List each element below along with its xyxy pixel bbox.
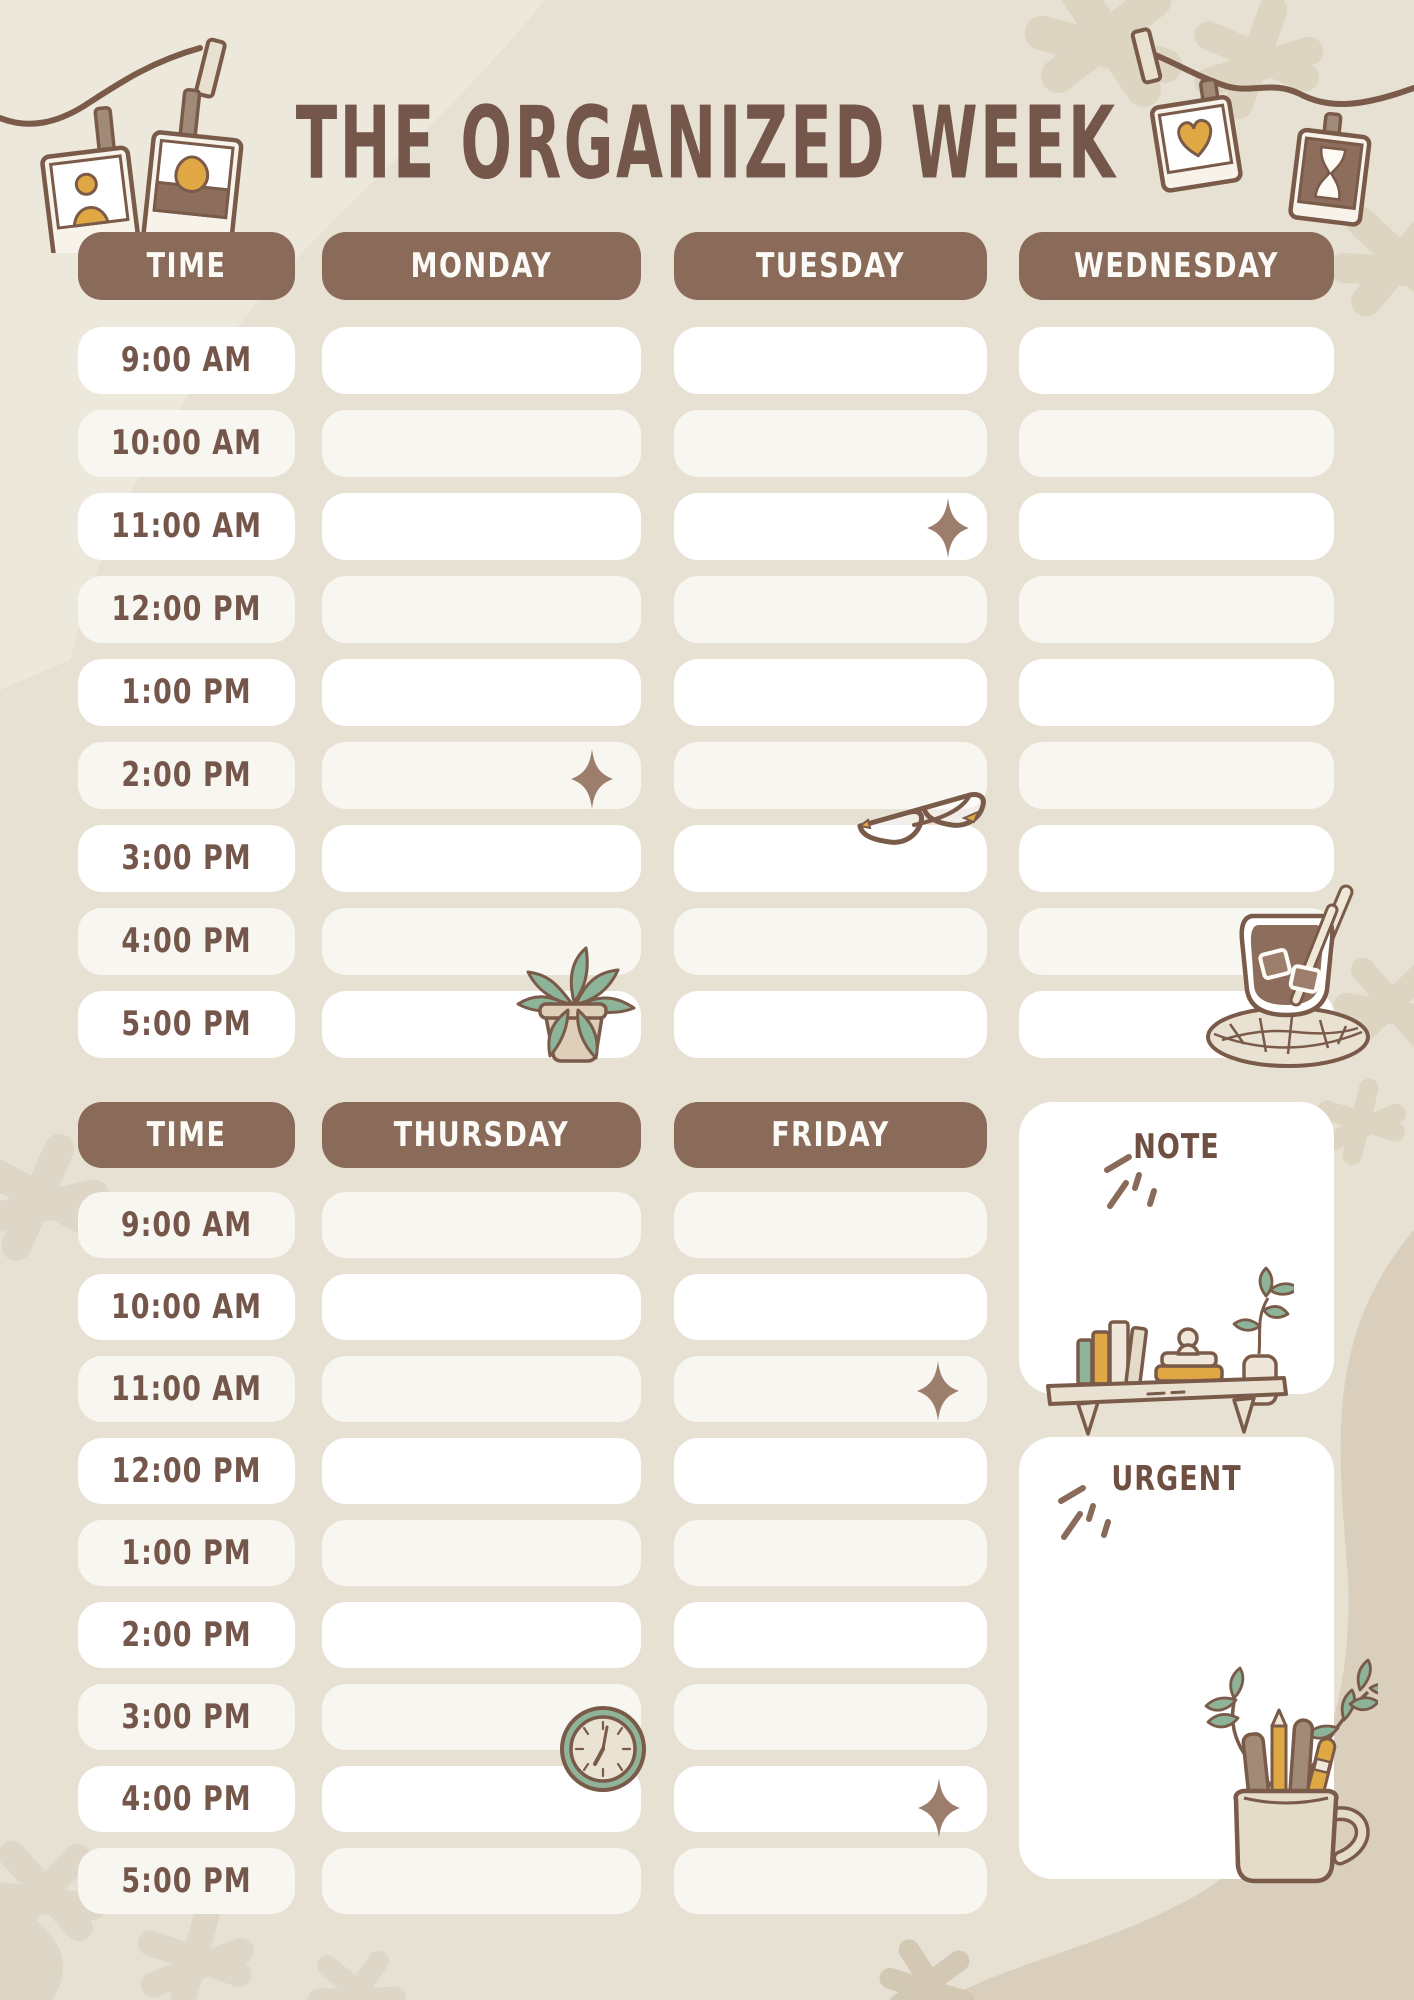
column-header-label: WEDNESDAY <box>1074 246 1279 286</box>
slot-thursday-6[interactable] <box>322 1602 641 1668</box>
schedule-row <box>78 1192 987 1258</box>
slot-friday-2[interactable] <box>674 1274 987 1340</box>
slot-monday-4[interactable] <box>322 576 641 643</box>
column-header-label: THURSDAY <box>393 1115 570 1155</box>
sparkle-icon <box>917 1777 961 1839</box>
schedule-row <box>78 1274 987 1340</box>
column-header-thursday <box>322 1102 641 1168</box>
slot-wednesday-5[interactable] <box>1019 659 1334 726</box>
sparkle-icon <box>570 748 614 810</box>
schedule-row <box>78 576 1334 643</box>
slot-wednesday-1[interactable] <box>1019 327 1334 394</box>
schedule-row <box>78 410 1334 477</box>
time-cell <box>78 908 295 975</box>
note-panel-label: NOTE <box>1133 1128 1220 1167</box>
burst-icon <box>1053 1481 1119 1547</box>
slot-tuesday-1[interactable] <box>674 327 987 394</box>
slot-tuesday-4[interactable] <box>674 576 987 643</box>
time-label: 11:00 AM <box>110 507 263 546</box>
book-shelf-icon <box>1038 1248 1294 1436</box>
slot-tuesday-5[interactable] <box>674 659 987 726</box>
schedule-row <box>78 742 1334 809</box>
column-header-label: TIME <box>146 1115 227 1155</box>
slot-thursday-3[interactable] <box>322 1356 641 1422</box>
time-cell <box>78 1684 295 1750</box>
slot-thursday-5[interactable] <box>322 1520 641 1586</box>
schedule-row <box>78 1356 987 1422</box>
schedule-row <box>78 908 1334 975</box>
time-cell <box>78 1520 295 1586</box>
slot-tuesday-8[interactable] <box>674 908 987 975</box>
page-title-text: THE ORGANIZED WEEK <box>296 84 1118 202</box>
column-header-label: TIME <box>146 246 227 286</box>
slot-monday-7[interactable] <box>322 825 641 892</box>
schedule-row <box>78 1766 987 1832</box>
wall-clock-icon <box>558 1704 648 1794</box>
time-cell <box>78 1356 295 1422</box>
slot-monday-5[interactable] <box>322 659 641 726</box>
slot-thursday-1[interactable] <box>322 1192 641 1258</box>
slot-wednesday-4[interactable] <box>1019 576 1334 643</box>
slot-thursday-9[interactable] <box>322 1848 641 1914</box>
time-cell <box>78 1766 295 1832</box>
urgent-panel-label: URGENT <box>1111 1460 1242 1499</box>
schedule-row <box>78 825 1334 892</box>
time-label: 12:00 PM <box>111 590 262 629</box>
header-row <box>78 232 1334 300</box>
time-label: 9:00 AM <box>120 1205 253 1245</box>
page-title <box>0 84 1414 202</box>
schedule-row <box>78 1684 987 1750</box>
slot-monday-1[interactable] <box>322 327 641 394</box>
sparkle-icon <box>916 1360 960 1422</box>
time-label: 5:00 PM <box>121 1861 252 1901</box>
time-label: 2:00 PM <box>121 756 252 795</box>
slot-friday-1[interactable] <box>674 1192 987 1258</box>
pencil-mug-icon <box>1188 1628 1378 1890</box>
slot-thursday-4[interactable] <box>322 1438 641 1504</box>
slot-friday-5[interactable] <box>674 1520 987 1586</box>
time-cell <box>78 410 295 477</box>
time-label: 5:00 PM <box>121 1005 252 1044</box>
time-cell <box>78 493 295 560</box>
schedule-row <box>78 327 1334 394</box>
time-cell <box>78 991 295 1058</box>
schedule-row <box>78 1438 987 1504</box>
time-label: 4:00 PM <box>121 1779 252 1819</box>
time-cell <box>78 576 295 643</box>
time-cell <box>78 1848 295 1914</box>
slot-wednesday-6[interactable] <box>1019 742 1334 809</box>
time-label: 3:00 PM <box>121 839 252 878</box>
schedule-row <box>78 659 1334 726</box>
column-header-time <box>78 232 295 300</box>
time-label: 10:00 AM <box>110 424 263 463</box>
schedule-row <box>78 991 1334 1058</box>
slot-monday-3[interactable] <box>322 493 641 560</box>
time-label: 1:00 PM <box>121 673 252 712</box>
time-cell <box>78 1274 295 1340</box>
slot-monday-2[interactable] <box>322 410 641 477</box>
schedule-row <box>78 493 1334 560</box>
schedule-row <box>78 1520 987 1586</box>
week-table-mon-wed <box>78 232 1334 1074</box>
time-cell <box>78 327 295 394</box>
slot-friday-6[interactable] <box>674 1602 987 1668</box>
column-header-monday <box>322 232 641 300</box>
slot-friday-9[interactable] <box>674 1848 987 1914</box>
time-cell <box>78 742 295 809</box>
schedule-rows <box>78 327 1334 1058</box>
schedule-row <box>78 1848 987 1914</box>
time-cell <box>78 1192 295 1258</box>
column-header-label: MONDAY <box>410 246 553 286</box>
time-label: 11:00 AM <box>110 1369 263 1409</box>
slot-tuesday-2[interactable] <box>674 410 987 477</box>
sparkle-icon <box>926 497 970 559</box>
slot-wednesday-3[interactable] <box>1019 493 1334 560</box>
time-label: 2:00 PM <box>121 1615 252 1655</box>
iced-drink-icon <box>1200 882 1378 1074</box>
time-label: 1:00 PM <box>121 1533 252 1573</box>
time-label: 4:00 PM <box>121 922 252 961</box>
time-label: 12:00 PM <box>111 1451 262 1491</box>
slot-tuesday-9[interactable] <box>674 991 987 1058</box>
glasses-icon <box>852 782 997 857</box>
time-cell <box>78 659 295 726</box>
schedule-row <box>78 1602 987 1668</box>
time-label: 10:00 AM <box>110 1287 263 1327</box>
burst-icon <box>1099 1150 1165 1216</box>
slot-thursday-2[interactable] <box>322 1274 641 1340</box>
time-cell <box>78 1438 295 1504</box>
time-cell <box>78 825 295 892</box>
potted-plant-icon <box>510 938 642 1064</box>
slot-friday-4[interactable] <box>674 1438 987 1504</box>
column-header-friday <box>674 1102 987 1168</box>
header-row <box>78 1102 987 1168</box>
column-header-label: FRIDAY <box>771 1115 890 1155</box>
schedule-rows <box>78 1192 987 1914</box>
column-header-label: TUESDAY <box>755 246 905 286</box>
time-label: 9:00 AM <box>120 341 253 380</box>
week-table-thu-fri <box>78 1102 987 1930</box>
slot-friday-7[interactable] <box>674 1684 987 1750</box>
time-label: 3:00 PM <box>121 1697 252 1737</box>
time-cell <box>78 1602 295 1668</box>
column-header-time <box>78 1102 295 1168</box>
column-header-tuesday <box>674 232 987 300</box>
slot-wednesday-2[interactable] <box>1019 410 1334 477</box>
column-header-wednesday <box>1019 232 1334 300</box>
